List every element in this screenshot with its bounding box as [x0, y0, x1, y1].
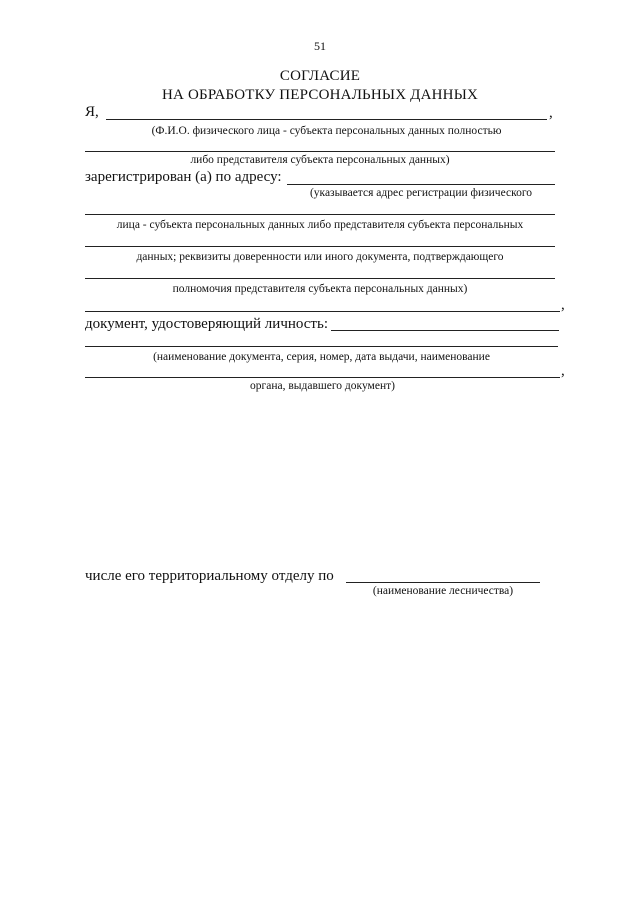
document-comma: , [561, 363, 565, 379]
registered-label: зарегистрирован (а) по адресу: [85, 169, 282, 185]
fio-line[interactable] [106, 119, 547, 120]
address-caption-3: данных; реквизиты доверенности или иного документа, подтверждающего [136, 251, 504, 263]
address-caption-1: (указывается адрес регистрации физического [309, 187, 533, 199]
forestry-line[interactable] [346, 582, 540, 583]
address-comma: , [561, 297, 565, 313]
document-line-3[interactable] [85, 377, 560, 378]
ya-label: Я, [85, 104, 99, 120]
document-title: СОГЛАСИЕ [279, 68, 361, 84]
territorial-label: числе его территориальному отделу по [85, 568, 334, 584]
forestry-caption: (наименование лесничества) [372, 585, 514, 597]
fio-comma: , [549, 105, 553, 121]
address-caption-2: лица - субъекта персональных данных либо представителя субъекта персональных [116, 219, 524, 231]
page-number: 51 [314, 39, 326, 53]
document-subtitle: НА ОБРАБОТКУ ПЕРСОНАЛЬНЫХ ДАННЫХ [161, 87, 479, 103]
document-line-2[interactable] [85, 346, 558, 347]
address-line-3[interactable] [85, 246, 555, 247]
document-line[interactable] [331, 330, 559, 331]
address-line-5[interactable] [85, 311, 560, 312]
fio-caption-2: либо представителя субъекта персональных данных) [190, 154, 450, 166]
address-caption-4: полномочия представителя субъекта персональных данных) [172, 283, 468, 295]
document-caption-2: органа, выдавшего документ) [250, 380, 395, 392]
address-line-4[interactable] [85, 278, 555, 279]
address-line[interactable] [287, 184, 555, 185]
document-caption-1: (наименование документа, серия, номер, дата выдачи, наименование [153, 351, 490, 363]
fio-line-2[interactable] [85, 151, 555, 152]
document-label: документ, удостоверяющий личность: [85, 316, 328, 332]
fio-caption-1: (Ф.И.О. физического лица - субъекта персональных данных полностью [151, 125, 502, 137]
address-line-2[interactable] [85, 214, 555, 215]
